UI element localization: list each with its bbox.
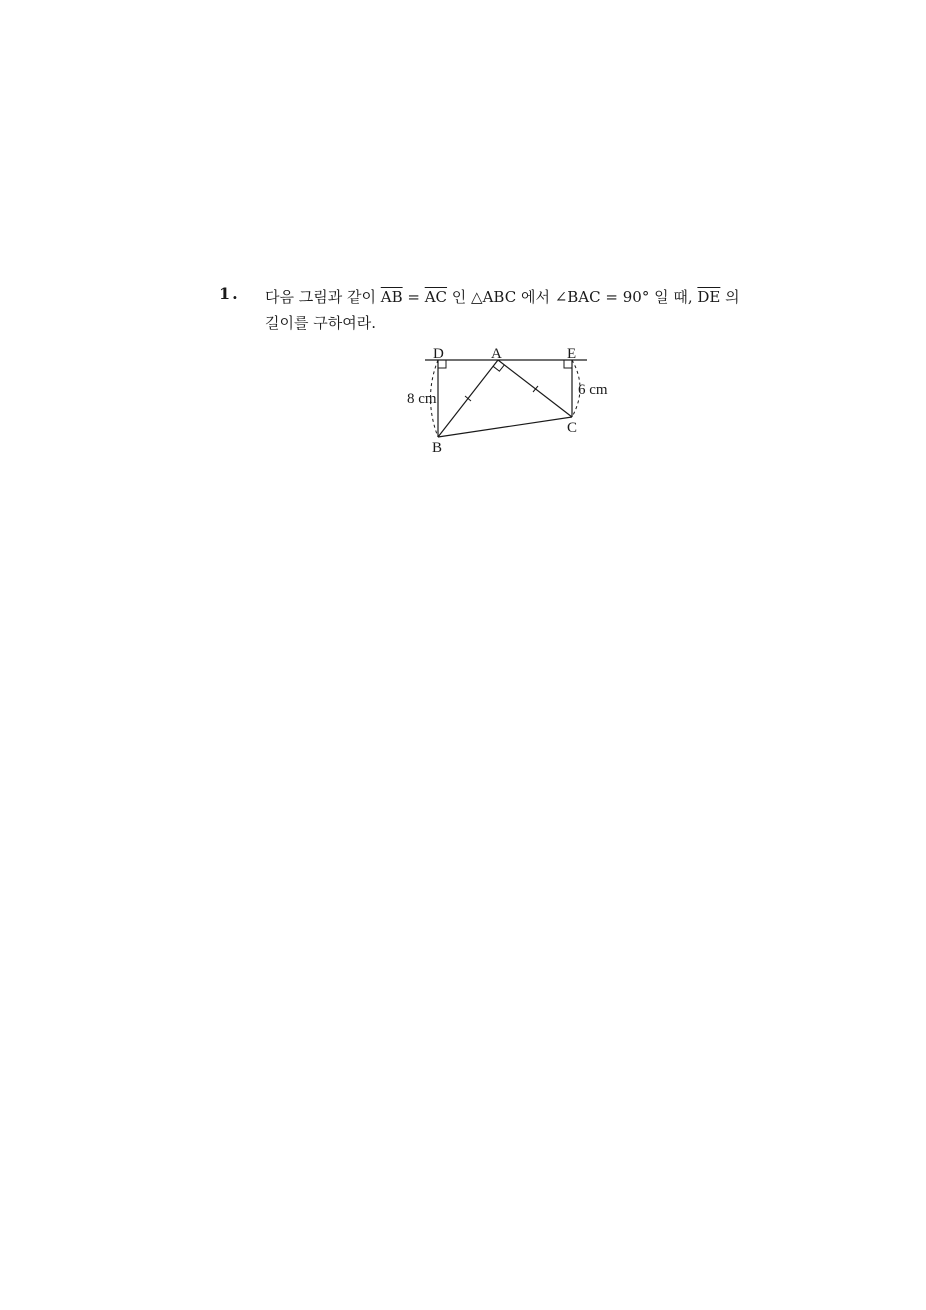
segment-bc — [438, 417, 572, 437]
geometry-figure — [395, 340, 625, 465]
problem-line-1 — [265, 284, 765, 310]
segment-ac: $\overline{AC}$ — [424, 288, 448, 306]
measure-ec: 6 cm — [578, 382, 608, 398]
problem-statement — [265, 284, 765, 336]
label-c: C — [567, 420, 578, 436]
text-part-2: 인 △ABC 에서 ∠BAC = 90° 일 때, — [447, 288, 698, 306]
segment-ac-line — [498, 360, 572, 417]
segment-de: $\overline{DE}$ — [697, 288, 721, 306]
segment-ab: $\overline{AB}$ — [380, 288, 403, 306]
label-b: B — [432, 440, 443, 456]
text-part-3: 의 — [720, 288, 740, 306]
measure-db: 8 cm — [407, 391, 437, 407]
problem-line-2: 길이를 구하여라. — [265, 314, 376, 332]
right-angle-a — [493, 365, 504, 371]
label-a: A — [491, 346, 502, 362]
label-d: D — [433, 346, 444, 362]
problem-number: 1. — [219, 284, 240, 303]
label-e: E — [567, 346, 577, 362]
equals-sign: = — [402, 288, 425, 306]
text-part-1: 다음 그림과 같이 — [265, 288, 381, 306]
